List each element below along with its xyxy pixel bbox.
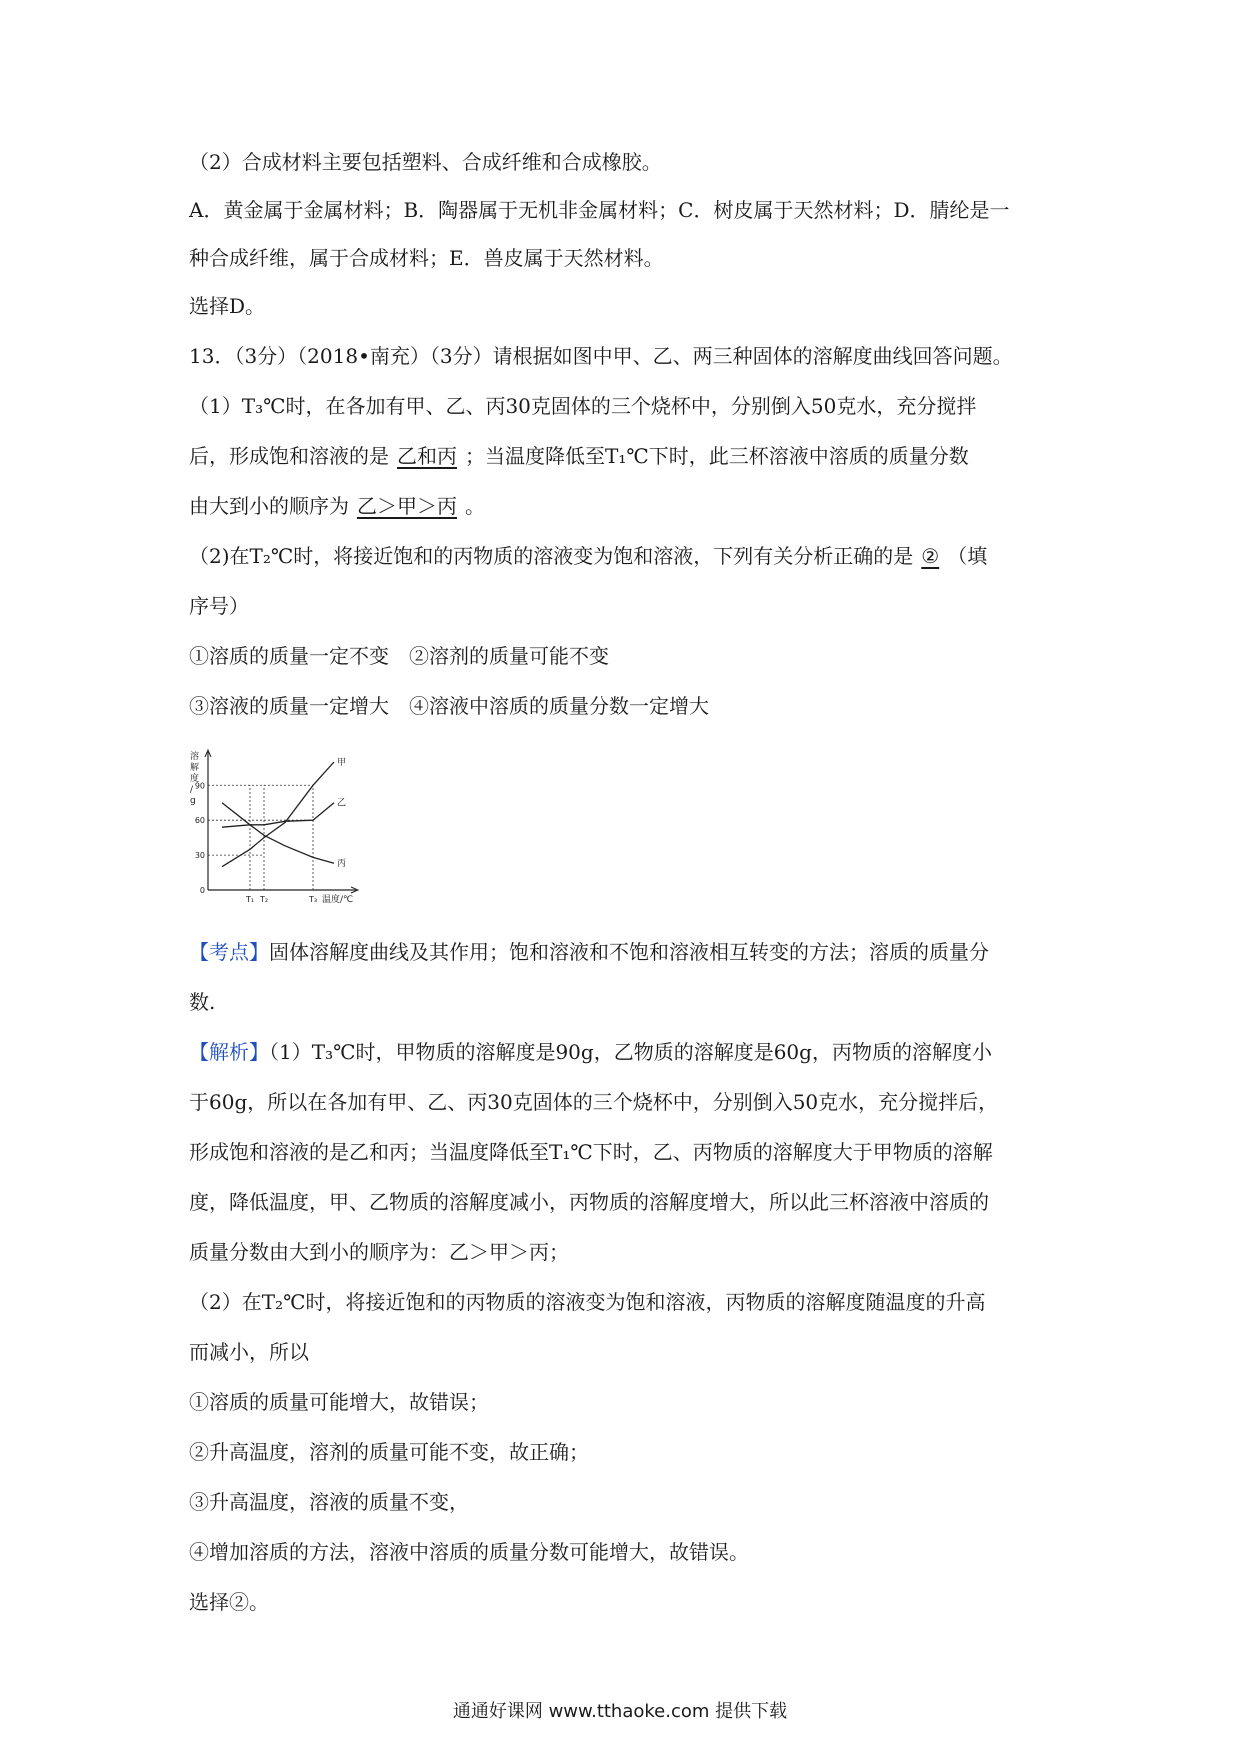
text-line <box>189 442 969 470</box>
text-span: 固体溶解度曲线及其作用；饱和溶液和不饱和溶液相互转变的方法；溶质的质量分 <box>269 940 989 964</box>
text-line <box>189 1388 489 1416</box>
series-label: 甲 <box>337 758 347 768</box>
text-span: （2)在T₂℃时，将接近饱和的丙物质的溶液变为饱和溶液，下列有关分析正确的是 <box>189 544 914 568</box>
y-axis-label: / <box>190 785 194 795</box>
text-span: 后，形成饱和溶液的是 <box>189 444 389 468</box>
text-span: 度，降低温度，甲、乙物质的溶解度减小，丙物质的溶解度增大，所以此三杯溶液中溶质的 <box>189 1190 989 1214</box>
text-line <box>189 492 485 520</box>
series-line <box>222 803 334 864</box>
text-line <box>189 1088 998 1116</box>
y-tick-label: 60 <box>194 816 205 826</box>
text-line <box>189 342 1013 370</box>
text-span: 质量分数由大到小的顺序为：乙＞甲＞丙； <box>189 1240 569 1264</box>
text-line <box>189 1138 993 1166</box>
text-span: （1）T₃℃时，甲物质的溶解度是90g，乙物质的溶解度是60g，丙物质的溶解度小 <box>269 1040 992 1064</box>
text-line <box>189 244 664 272</box>
text-span: 选择②。 <box>189 1590 269 1614</box>
text-line <box>189 148 662 176</box>
text-span: 于60g，所以在各加有甲、乙、丙30克固体的三个烧杯中，分别倒入50克水，充分搅拌后， <box>189 1090 999 1114</box>
text-line <box>189 592 249 620</box>
series-line <box>222 762 334 867</box>
text-span: 13．（3分）（2018•南充）（3分）请根据如图中甲、乙、两三种固体的溶解度曲线回答问题。 <box>189 344 1013 368</box>
series-label: 乙 <box>337 798 347 809</box>
text-span: （填 <box>947 544 988 568</box>
text-line <box>189 1038 992 1066</box>
text-span: 由大到小的顺序为 <box>189 494 349 518</box>
text-line <box>189 292 265 320</box>
text-span: （2）在T₂℃时，将接近饱和的丙物质的溶液变为饱和溶液，丙物质的溶解度随温度的升高 <box>189 1290 986 1314</box>
text-line <box>189 1488 469 1516</box>
y-axis-label: 解 <box>190 763 200 773</box>
text-line <box>189 1588 269 1616</box>
text-line <box>189 1438 589 1466</box>
x-tick-label: T₁ <box>245 895 255 904</box>
answer-blank: ② <box>921 544 940 568</box>
text-span: 而减小，所以 <box>189 1340 309 1364</box>
text-span: ④增加溶质的方法，溶液中溶质的质量分数可能增大，故错误。 <box>189 1540 749 1564</box>
text-span: 种合成纤维，属于合成材料；E．兽皮属于天然材料。 <box>189 246 664 270</box>
text-line <box>189 988 215 1016</box>
text-line <box>189 1338 309 1366</box>
y-tick-label: 90 <box>194 781 205 791</box>
text-span: ；当温度降低至T₁℃下时，此三杯溶液中溶质的质量分数 <box>465 444 969 468</box>
text-span: 序号） <box>189 594 249 618</box>
text-line <box>189 692 709 720</box>
text-line <box>189 1288 985 1316</box>
answer-blank: 乙和丙 <box>397 444 457 468</box>
y-axis-label: g <box>190 796 196 806</box>
section-tag: 【解析】 <box>189 1040 269 1064</box>
text-span: ①溶质的质量可能增大，故错误； <box>189 1390 489 1414</box>
text-span: 形成饱和溶液的是乙和丙；当温度降低至T₁℃下时，乙、丙物质的溶解度大于甲物质的溶解 <box>189 1140 993 1164</box>
x-tick-label: T₂ <box>259 895 269 904</box>
text-line <box>189 1538 749 1566</box>
solubility-chart <box>186 745 366 915</box>
text-span: ②升高温度，溶剂的质量可能不变，故正确； <box>189 1440 589 1464</box>
text-span: ③升高温度，溶液的质量不变， <box>189 1490 469 1514</box>
section-tag: 【考点】 <box>189 940 269 964</box>
text-span: （1）T₃℃时，在各加有甲、乙、丙30克固体的三个烧杯中，分别倒入50克水，充分搅拌 <box>189 394 977 418</box>
text-span: ③溶液的质量一定增大 ④溶液中溶质的质量分数一定增大 <box>189 694 709 718</box>
y-tick-label: 0 <box>199 886 205 895</box>
text-line <box>189 938 989 966</box>
text-span: 。 <box>465 494 485 518</box>
page-footer: 通通好课网 www.tthaoke.com 提供下载 <box>452 1701 788 1722</box>
text-line <box>189 1188 989 1216</box>
text-line <box>189 642 609 670</box>
text-span: 选择D。 <box>189 294 266 318</box>
text-span: 数. <box>189 990 216 1014</box>
text-span: A．黄金属于金属材料；B．陶器属于无机非金属材料；C．树皮属于天然材料；D．腈纶是一 <box>189 198 1010 222</box>
x-axis-label: 温度/℃ <box>322 895 354 905</box>
series-line <box>222 803 334 828</box>
text-span: ①溶质的质量一定不变 ②溶剂的质量可能不变 <box>189 644 609 668</box>
text-span: （2）合成材料主要包括塑料、合成纤维和合成橡胶。 <box>189 150 662 174</box>
text-line <box>189 542 987 570</box>
y-axis-label: 度 <box>190 774 200 784</box>
y-axis-label: 溶 <box>190 752 200 762</box>
text-line <box>189 1238 569 1266</box>
answer-blank: 乙＞甲＞丙 <box>357 494 457 518</box>
text-line <box>189 196 1009 224</box>
y-tick-label: 30 <box>194 851 205 861</box>
x-tick-label: T₃ <box>308 895 318 904</box>
series-label: 丙 <box>337 859 347 870</box>
text-line <box>189 392 976 420</box>
